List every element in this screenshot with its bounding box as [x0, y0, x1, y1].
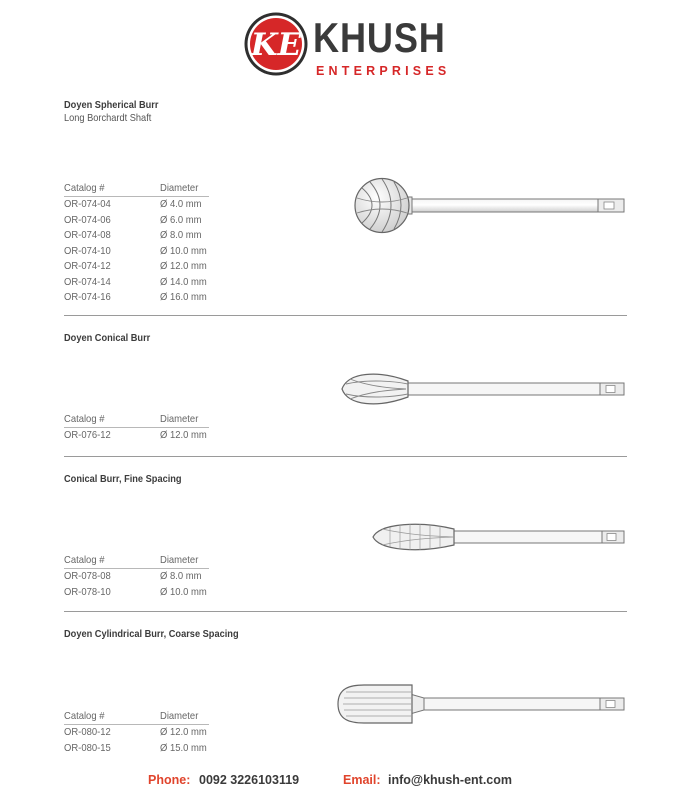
catalog-table-header	[64, 553, 209, 569]
diameter-value: Ø 16.0 mm	[160, 291, 207, 303]
catalog-number: OR-074-04	[64, 198, 111, 210]
catalog-number: OR-074-16	[64, 291, 111, 303]
catalog-number: OR-076-12	[64, 429, 111, 441]
diameter-value: Ø 10.0 mm	[160, 244, 207, 257]
catalog-number: OR-078-10	[64, 585, 111, 598]
section-divider	[64, 315, 627, 316]
catalog-table	[64, 553, 209, 600]
diameter-value: Ø 12.0 mm	[160, 260, 207, 272]
table-row	[64, 725, 209, 741]
contact-footer	[0, 773, 689, 793]
table-row	[64, 290, 209, 306]
brand-tagline: ENTERPRISES	[316, 64, 451, 78]
catalog-number: OR-074-14	[64, 275, 111, 288]
catalog-column-header: Catalog #	[64, 182, 105, 194]
table-row	[64, 428, 209, 444]
diameter-value: Ø 4.0 mm	[160, 198, 202, 210]
section-title: Doyen Conical Burr	[64, 332, 151, 344]
diameter-value: Ø 8.0 mm	[160, 229, 202, 241]
phone-label: Phone:	[148, 773, 191, 787]
table-row	[64, 569, 209, 585]
catalog-table	[64, 412, 209, 444]
catalog-column-header: Catalog #	[64, 710, 105, 722]
diameter-column-header: Diameter	[160, 710, 199, 722]
catalog-number: OR-074-08	[64, 229, 111, 241]
diameter-value: Ø 8.0 mm	[160, 570, 202, 582]
ke-monogram-icon	[243, 11, 309, 77]
catalog-number: OR-074-12	[64, 260, 111, 272]
section-subtitle: Long Borchardt Shaft	[64, 112, 152, 124]
fine-conical-burr-illustration	[370, 519, 628, 555]
table-row	[64, 585, 209, 601]
section-title: Doyen Spherical Burr	[64, 99, 159, 111]
catalog-number: OR-080-15	[64, 741, 111, 754]
section-title: Conical Burr, Fine Spacing	[64, 473, 182, 485]
diameter-value: Ø 12.0 mm	[160, 429, 207, 441]
catalog-column-header: Catalog #	[64, 413, 105, 425]
diameter-column-header: Diameter	[160, 554, 199, 566]
email-address[interactable]: info@khush-ent.com	[388, 773, 512, 787]
catalog-number: OR-074-10	[64, 244, 111, 257]
table-row	[64, 213, 209, 229]
company-logo	[243, 11, 453, 79]
table-row	[64, 197, 209, 213]
diameter-value: Ø 6.0 mm	[160, 213, 202, 226]
catalog-table-header	[64, 181, 209, 197]
conical-burr-illustration	[338, 366, 628, 412]
table-row	[64, 244, 209, 260]
section-divider	[64, 611, 627, 612]
diameter-column-header: Diameter	[160, 413, 199, 425]
diameter-value: Ø 15.0 mm	[160, 741, 207, 754]
catalog-table	[64, 709, 209, 756]
catalog-column-header: Catalog #	[64, 554, 105, 566]
section-title: Doyen Cylindrical Burr, Coarse Spacing	[64, 628, 239, 640]
diameter-column-header: Diameter	[160, 182, 199, 194]
logo-monogram-text: KE	[250, 27, 302, 63]
cylindrical-burr-illustration	[334, 682, 628, 726]
diameter-value: Ø 14.0 mm	[160, 275, 207, 288]
diameter-value: Ø 10.0 mm	[160, 585, 207, 598]
catalog-number: OR-074-06	[64, 213, 111, 226]
phone-number[interactable]: 0092 3226103119	[199, 773, 300, 787]
email-label: Email:	[343, 773, 381, 787]
section-divider	[64, 456, 627, 457]
catalog-number: OR-078-08	[64, 570, 111, 582]
diameter-value: Ø 12.0 mm	[160, 726, 207, 738]
table-row	[64, 259, 209, 275]
spherical-burr-illustration	[352, 176, 628, 236]
brand-name: KHUSH	[313, 14, 446, 61]
catalog-table	[64, 181, 209, 306]
table-row	[64, 228, 209, 244]
catalog-number: OR-080-12	[64, 726, 111, 738]
table-row	[64, 741, 209, 757]
catalog-table-header	[64, 709, 209, 725]
table-row	[64, 275, 209, 291]
catalog-table-header	[64, 412, 209, 428]
